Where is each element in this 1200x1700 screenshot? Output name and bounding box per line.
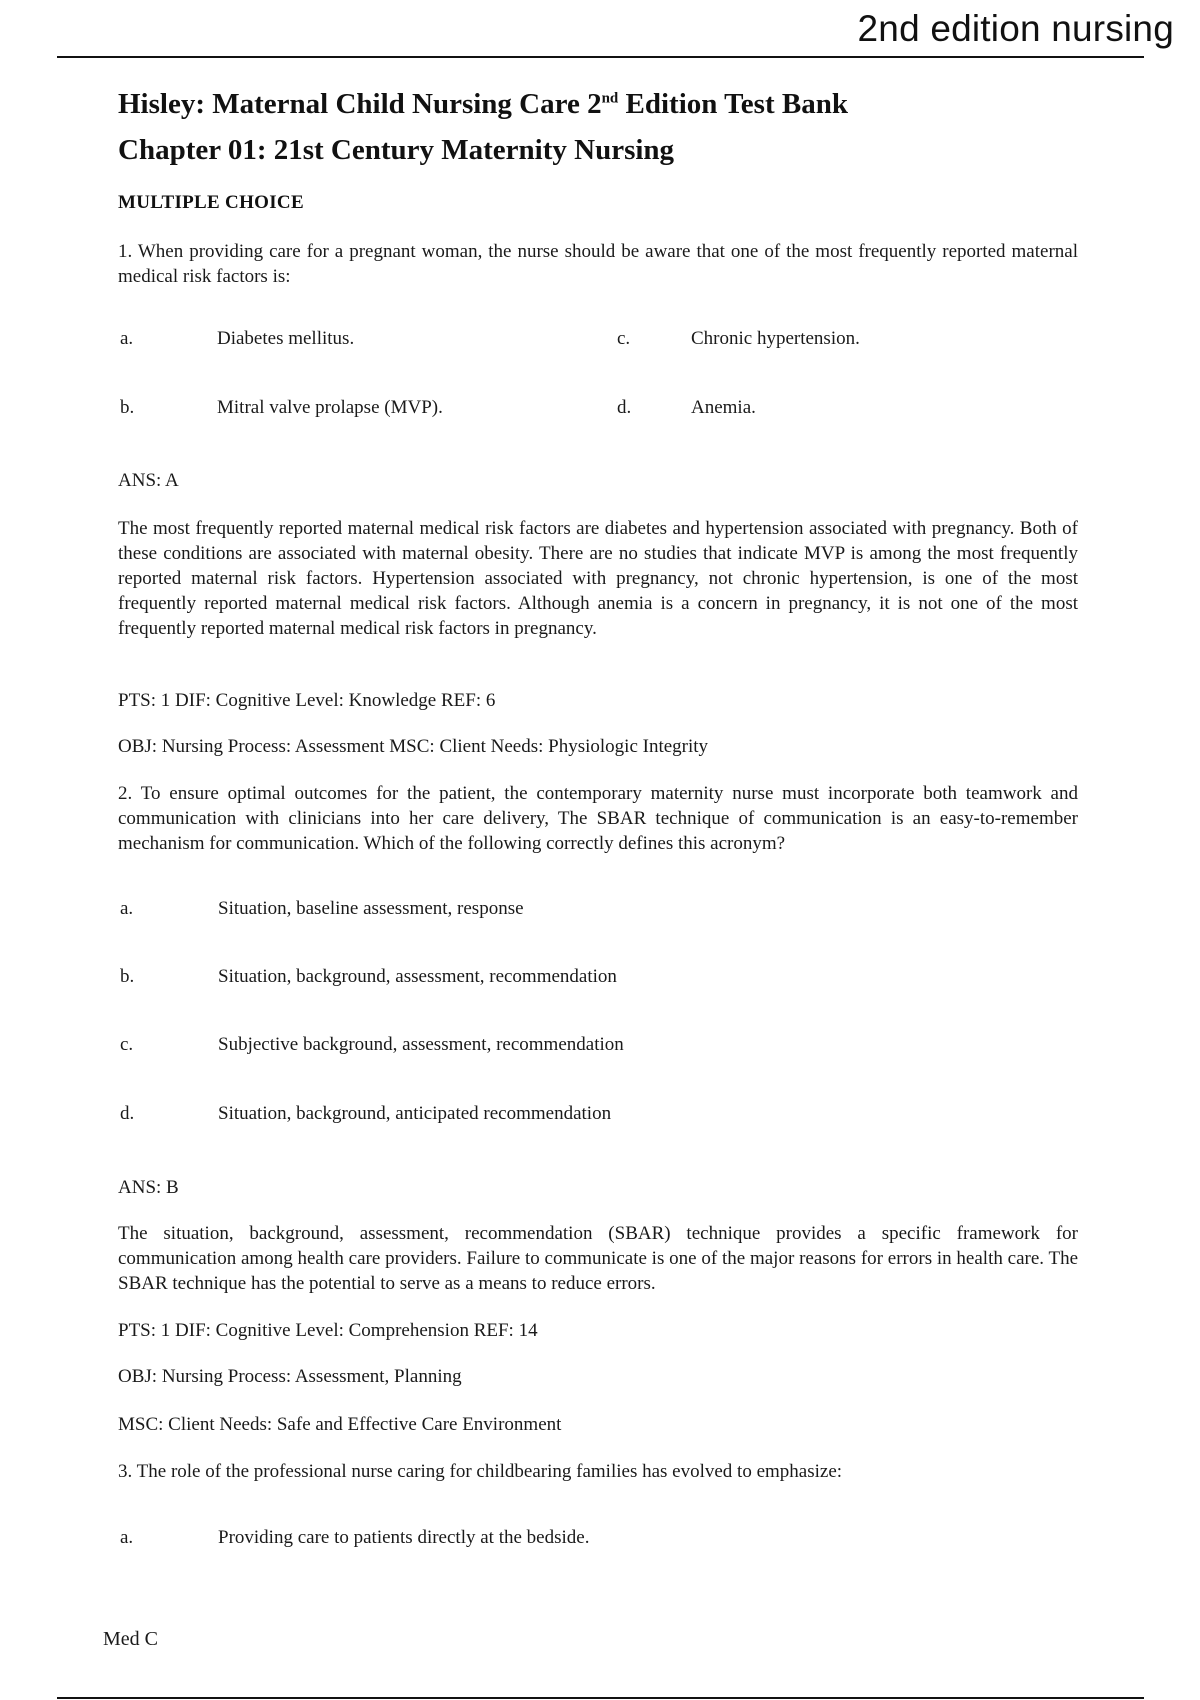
footer-divider xyxy=(57,1697,1144,1699)
q3-option-a-text: Providing care to patients directly at the bedside. xyxy=(218,1527,590,1548)
q1-option-d-text: Anemia. xyxy=(691,397,756,418)
q2-option-b-letter: b. xyxy=(120,966,135,987)
q2-answer: ANS: B xyxy=(118,1177,179,1198)
q1-option-d-letter: d. xyxy=(617,397,632,418)
q2-rationale: The situation, background, assessment, recommendation (SBAR) technique provides a specific framework for communication among health care providers. Failure to communicate is one of the major reasons for errors in health care. The SBAR technique has the potential to serve as a means to reduce errors. xyxy=(118,1223,1078,1294)
q2-objective-line: OBJ: Nursing Process: Assessment, Planning xyxy=(118,1366,462,1387)
q1-objective-line: OBJ: Nursing Process: Assessment MSC: Client Needs: Physiologic Integrity xyxy=(118,736,709,757)
q1-option-b-letter: b. xyxy=(120,397,135,418)
q2-option-a-text: Situation, baseline assessment, response xyxy=(218,898,524,919)
q1-rationale: The most frequently reported maternal medical risk factors are diabetes and hypertension associated with pregnancy. Both of these conditions are associated with maternal obesity. There are no studies that indicate MVP is among the most frequently reported maternal risk factors. Hypertension associated with pregnancy, not chronic hypertension, is one of the most frequently reported maternal medical risk factors. Although anemia is a concern in pregnancy, it is not one of the most frequently reported maternal medical risk factors in pregnancy. xyxy=(118,518,1078,639)
q2-msc-line: MSC: Client Needs: Safe and Effective Care Environment xyxy=(118,1414,562,1435)
document-title-superscript: nd xyxy=(601,90,619,107)
q1-option-b-text: Mitral valve prolapse (MVP). xyxy=(217,397,443,418)
q2-option-c-letter: c. xyxy=(120,1034,134,1055)
q2-option-d-letter: d. xyxy=(120,1103,135,1124)
footer-label: Med C xyxy=(103,1628,158,1650)
q1-option-a-text: Diabetes mellitus. xyxy=(217,328,355,349)
header-brand-text: 2nd edition nursing xyxy=(857,8,1174,49)
q2-option-a-letter: a. xyxy=(120,898,134,919)
header-divider xyxy=(57,56,1144,58)
q1-option-c-text: Chronic hypertension. xyxy=(691,328,860,349)
q2-option-b-text: Situation, background, assessment, recommendation xyxy=(218,966,617,987)
question-1-stem: 1. When providing care for a pregnant woman, the nurse should be aware that one of the most frequently reported maternal medical risk factors is: xyxy=(118,241,1078,287)
q2-option-d-text: Situation, background, anticipated recommendation xyxy=(218,1103,612,1124)
q1-answer: ANS: A xyxy=(118,470,179,491)
document-title-suffix: Edition Test Bank xyxy=(618,88,848,120)
q1-option-c-letter: c. xyxy=(617,328,631,349)
document-title-text: Hisley: Maternal Child Nursing Care 2 xyxy=(118,88,602,120)
q1-points-line: PTS: 1 DIF: Cognitive Level: Knowledge REF: 6 xyxy=(118,690,496,711)
chapter-title: Chapter 01: 21st Century Maternity Nursing xyxy=(118,134,675,166)
question-2-stem: 2. To ensure optimal outcomes for the patient, the contemporary maternity nurse must incorporate both teamwork and communication with clinicians into her care delivery, The SBAR technique of communication is an easy-to-remember mechanism for communication. Which of the following correctly defines this acronym? xyxy=(118,783,1078,854)
q1-option-a-letter: a. xyxy=(120,328,134,349)
q2-option-c-text: Subjective background, assessment, recommendation xyxy=(218,1034,624,1055)
section-heading: MULTIPLE CHOICE xyxy=(118,192,304,213)
document-title xyxy=(118,88,848,121)
q2-points-line: PTS: 1 DIF: Cognitive Level: Comprehension REF: 14 xyxy=(118,1320,538,1341)
q3-option-a-letter: a. xyxy=(120,1527,134,1548)
question-3-stem: 3. The role of the professional nurse caring for childbearing families has evolved to emphasize: xyxy=(118,1461,843,1482)
